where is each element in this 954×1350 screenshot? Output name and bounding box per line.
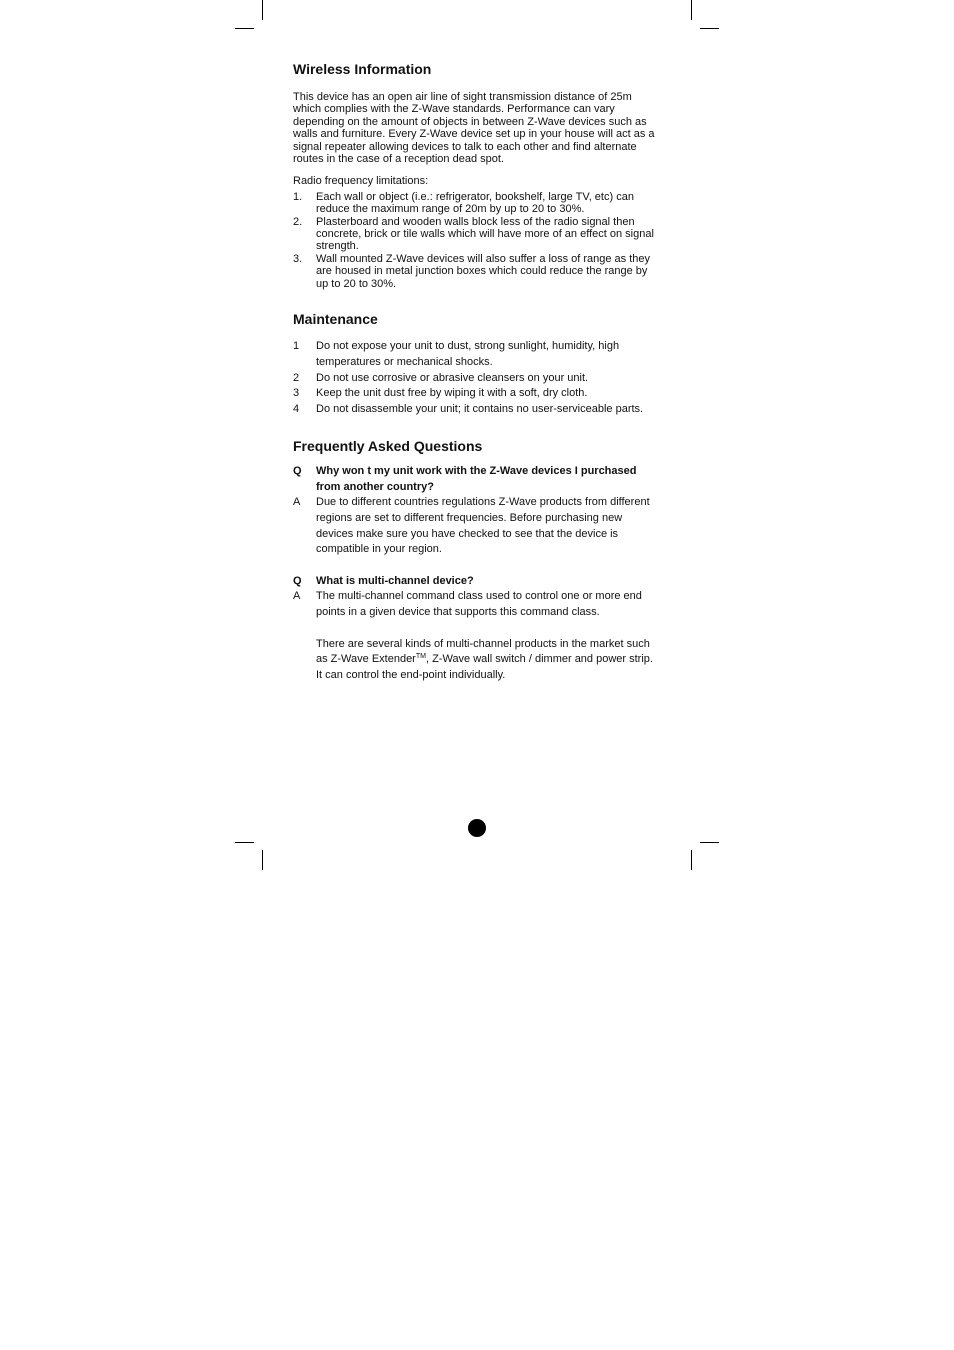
maintenance-heading: Maintenance	[293, 311, 378, 328]
list-number: 4	[293, 403, 300, 416]
answer-label: A	[293, 590, 301, 603]
list-text: Keep the unit dust free by wiping it with a soft, dry cloth.	[316, 387, 588, 400]
list-number: 1.	[293, 190, 303, 203]
list-text: Each wall or object (i.e.: refrigerator, bookshelf, large TV, etc) can reduce the maximum range of 20m by up to 20 to 30%.	[316, 190, 634, 216]
list-text: Do not use corrosive or abrasive cleansers on your unit.	[316, 371, 589, 384]
crop-mark-top-right-v	[691, 0, 692, 20]
answer-text: The multi-channel command class used to control one or more end points in a given device that supports this command class.	[316, 590, 642, 618]
faq-question	[293, 574, 661, 590]
page-number-dot	[468, 819, 486, 837]
list-item	[293, 386, 661, 402]
faq-answer	[293, 495, 661, 557]
list-text: Do not disassemble your unit; it contains no user-serviceable parts.	[316, 403, 644, 416]
faq-item-2	[293, 574, 661, 684]
list-text: Do not expose your unit to dust, strong sunlight, humidity, high temperatures or mechanical shocks.	[316, 340, 620, 368]
answer-text: Due to different countries regulations Z-Wave products from different regions are set to different frequencies. Before purchasing new devices make sure you have checked to see that the device is compatible in your region.	[316, 496, 650, 556]
maintenance-section	[293, 309, 661, 418]
faq-item-1	[293, 464, 661, 558]
crop-mark-top-right-h	[700, 28, 719, 29]
wireless-paragraph: This device has an open air line of sight transmission distance of 25m which complies with the Z-Wave standards. Performance can vary depending on the amount of objects in between Z-Wave devices such as walls and furniture. Every Z-Wave device set up in your house will act as a signal repeater allowing devices to talk to each other and find alternate routes in the case of a reception dead spot.	[293, 91, 655, 166]
list-number: 3	[293, 387, 300, 400]
crop-mark-bottom-right-v	[691, 850, 692, 870]
list-number: 2	[293, 371, 300, 384]
faq-heading: Frequently Asked Questions	[293, 438, 483, 455]
faq-answer	[293, 589, 661, 620]
list-item	[293, 371, 661, 387]
list-number: 2.	[293, 215, 303, 228]
list-item	[293, 191, 661, 216]
question-label: Q	[293, 574, 302, 587]
crop-mark-top-left-v	[262, 0, 263, 20]
question-label: Q	[293, 465, 302, 478]
trademark-sup: TM	[415, 653, 426, 661]
crop-mark-bottom-left-v	[262, 850, 263, 870]
faq-question	[293, 464, 661, 495]
question-text: Why won t my unit work with the Z-Wave devices I purchased from another country?	[316, 465, 637, 493]
list-item	[293, 216, 661, 253]
crop-mark-bottom-left-h	[235, 842, 254, 843]
answer-extra-after: , Z-Wave wall switch / dimmer and power strip. It can control the end-point individually.	[316, 653, 653, 681]
list-number: 1	[293, 340, 300, 353]
limitations-label: Radio frequency limitations:	[293, 175, 429, 188]
list-text: Plasterboard and wooden walls block less of the radio signal then concrete, brick or tile walls which will have more of an effect on signal strength.	[316, 215, 654, 253]
list-number: 3.	[293, 252, 303, 265]
list-item	[293, 402, 661, 418]
question-text: What is multi-channel device?	[316, 574, 474, 587]
maintenance-list	[293, 339, 661, 418]
answer-label: A	[293, 496, 301, 509]
list-text: Wall mounted Z-Wave devices will also suffer a loss of range as they are housed in metal junction boxes which could reduce the range by up to 20 to 30%.	[316, 252, 651, 290]
list-item	[293, 253, 661, 290]
faq-answer-extra	[293, 637, 661, 684]
list-item	[293, 339, 661, 370]
answer-extra-before: There are several kinds of multi-channel products in the market such as Z-Wave Extender	[316, 637, 650, 666]
faq-section	[293, 436, 661, 683]
wireless-heading: Wireless Information	[293, 61, 432, 77]
page-content	[293, 59, 661, 683]
crop-mark-top-left-h	[235, 28, 254, 29]
answer-extra-text	[316, 637, 661, 684]
limitations-list	[293, 191, 661, 290]
wireless-section	[293, 59, 661, 290]
indent-spacer	[293, 637, 316, 684]
crop-mark-bottom-right-h	[700, 842, 719, 843]
